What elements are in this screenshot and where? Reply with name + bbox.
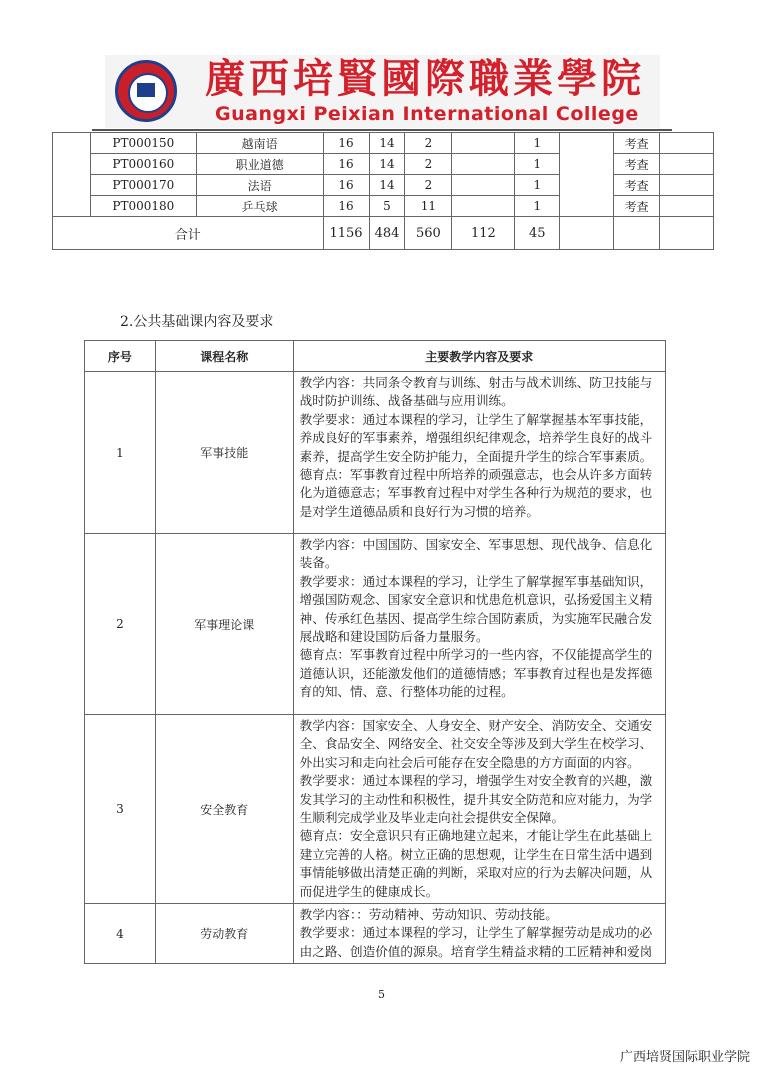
hours-c4 xyxy=(452,196,515,217)
course-description xyxy=(293,534,665,715)
course-name: 军事技能 xyxy=(155,372,293,534)
description-paragraph: 德育点：军事教育过程中所学习的一些内容，不仅能提高学生的道德认识，还能激发他们的道德情感；军事教育过程也是发挥德育的知、情、意、行整体功能的过程。 xyxy=(299,647,653,700)
table-row xyxy=(53,175,714,196)
row-number: 4 xyxy=(85,904,156,964)
course-name: 法语 xyxy=(196,175,323,196)
course-code: PT000180 xyxy=(90,196,196,217)
hours-c5: 1 xyxy=(515,175,560,196)
course-hours-table xyxy=(52,132,714,250)
course-name: 越南语 xyxy=(196,133,323,154)
blank-cell xyxy=(560,217,614,250)
hours-c4 xyxy=(452,154,515,175)
hours-c1: 16 xyxy=(323,154,369,175)
hours-c2: 14 xyxy=(369,175,405,196)
description-paragraph: 教学要求：通过本课程的学习，让学生了解掌握军事基础知识，增强国防观念、国家安全意识和忧患危机意识，弘扬爱国主义精神、传承红色基因、提高学生综合国防素质，为实施军民融合发展战略和建设国防后备力量服务。 xyxy=(299,573,653,645)
course-name: 军事理论课 xyxy=(155,534,293,715)
row-number: 3 xyxy=(85,715,156,904)
blank-cell xyxy=(660,196,714,217)
header-content: 主要教学内容及要求 xyxy=(293,341,665,372)
total-c5: 45 xyxy=(515,217,560,250)
course-description xyxy=(293,904,665,964)
course-code: PT000150 xyxy=(90,133,196,154)
college-logo xyxy=(105,55,660,128)
logo-english-name: Guangxi Peixian International College xyxy=(215,103,639,125)
blank-cell xyxy=(660,133,714,154)
hours-c1: 16 xyxy=(323,175,369,196)
table-row xyxy=(53,196,714,217)
hours-c2: 14 xyxy=(369,154,405,175)
course-code: PT000170 xyxy=(90,175,196,196)
hours-c3: 2 xyxy=(405,154,452,175)
blank-cell xyxy=(660,217,714,250)
description-paragraph: 教学内容：：劳动精神、劳动知识、劳动技能。 xyxy=(299,907,558,923)
hours-c5: 1 xyxy=(515,154,560,175)
total-label: 合计 xyxy=(53,217,324,250)
description-paragraph: 教学要求：通过本课程的学习，增强学生对安全教育的兴趣，激发其学习的主动性和积极性，提升其安全防范和应对能力，为学生顺利完成学业及毕业走向社会提供安全保障。 xyxy=(299,773,653,826)
table-row xyxy=(85,534,666,715)
course-name: 劳动教育 xyxy=(155,904,293,964)
course-name: 乒乓球 xyxy=(196,196,323,217)
hours-c3: 2 xyxy=(405,133,452,154)
table-row xyxy=(53,133,714,154)
description-paragraph: 德育点：军事教育过程中所培养的顽强意志，也会从许多方面转化为道德意志；军事教育过程中对学生各种行为规范的要求，也是对学生道德品质和良好行为习惯的培养。 xyxy=(299,467,653,519)
description-paragraph: 教学内容：中国国防、国家安全、军事思想、现代战争、信息化装备。 xyxy=(299,537,653,571)
description-paragraph: 教学内容：国家安全、人身安全、财产安全、消防安全、交通安全、食品安全、网络安全、社交安全等涉及到大学生在校学习、外出实习和走向社会后可能存在安全隐患的方方面面的内容。 xyxy=(299,718,653,770)
table-row xyxy=(85,715,666,904)
total-c2: 484 xyxy=(369,217,405,250)
exam-type: 考查 xyxy=(614,196,660,217)
hours-c2: 14 xyxy=(369,133,405,154)
hours-c4 xyxy=(452,133,515,154)
description-paragraph: 德育点：安全意识只有正确地建立起来，才能让学生在此基础上建立完善的人格。树立正确的思想观，让学生在日常生活中遇到事情能够做出清楚正确的判断，采取对应的行为去解决问题，从而促进学生的健康成长。 xyxy=(299,828,653,899)
table-header-row xyxy=(85,341,666,372)
header-no: 序号 xyxy=(85,341,156,372)
hours-c3: 11 xyxy=(405,196,452,217)
exam-type: 考查 xyxy=(614,133,660,154)
table-row xyxy=(85,372,666,534)
blank-cell xyxy=(660,154,714,175)
description-paragraph: 教学内容：共同条令教育与训练、射击与战术训练、防卫技能与战时防护训练、战备基础与应用训练。 xyxy=(299,375,653,409)
header-course-name: 课程名称 xyxy=(155,341,293,372)
page-number: 5 xyxy=(378,988,385,1001)
total-c4: 112 xyxy=(452,217,515,250)
total-c3: 560 xyxy=(405,217,452,250)
blank-cell xyxy=(560,133,614,217)
description-paragraph: 教学要求：通过本课程的学习，让学生了解掌握劳动是成功的必由之路、创造价值的源泉。培育学生精益求精的工匠精神和爱岗 xyxy=(299,925,653,959)
table-row xyxy=(85,904,666,964)
row-number: 2 xyxy=(85,534,156,715)
course-name: 安全教育 xyxy=(155,715,293,904)
hours-c2: 5 xyxy=(369,196,405,217)
total-c1: 1156 xyxy=(323,217,369,250)
section-title: 2.公共基础课内容及要求 xyxy=(120,314,274,330)
blank-cell xyxy=(614,217,660,250)
exam-type: 考查 xyxy=(614,175,660,196)
hours-c1: 16 xyxy=(323,196,369,217)
hours-c3: 2 xyxy=(405,175,452,196)
exam-type: 考查 xyxy=(614,154,660,175)
total-row xyxy=(53,217,714,250)
hours-c4 xyxy=(452,175,515,196)
logo-chinese-name: 廣西培賢國際職業學院 xyxy=(205,55,645,102)
course-name: 职业道德 xyxy=(196,154,323,175)
course-content-table xyxy=(84,340,666,964)
group-cell xyxy=(53,133,91,217)
hours-c5: 1 xyxy=(515,196,560,217)
hours-c1: 16 xyxy=(323,133,369,154)
college-seal-icon xyxy=(115,60,177,122)
course-description xyxy=(293,715,665,904)
blank-cell xyxy=(660,175,714,196)
row-number: 1 xyxy=(85,372,156,534)
hours-c5: 1 xyxy=(515,133,560,154)
footer-college-name: 广西培贤国际职业学院 xyxy=(620,1050,751,1065)
header-divider xyxy=(92,129,672,131)
description-paragraph: 教学要求：通过本课程的学习，让学生了解掌握基本军事技能，养成良好的军事素养，增强组织纪律观念，培养学生良好的战斗素养，提高学生安全防护能力，全面提升学生的综合军事素质。 xyxy=(299,411,653,464)
table-row xyxy=(53,154,714,175)
course-code: PT000160 xyxy=(90,154,196,175)
course-description xyxy=(293,372,665,534)
